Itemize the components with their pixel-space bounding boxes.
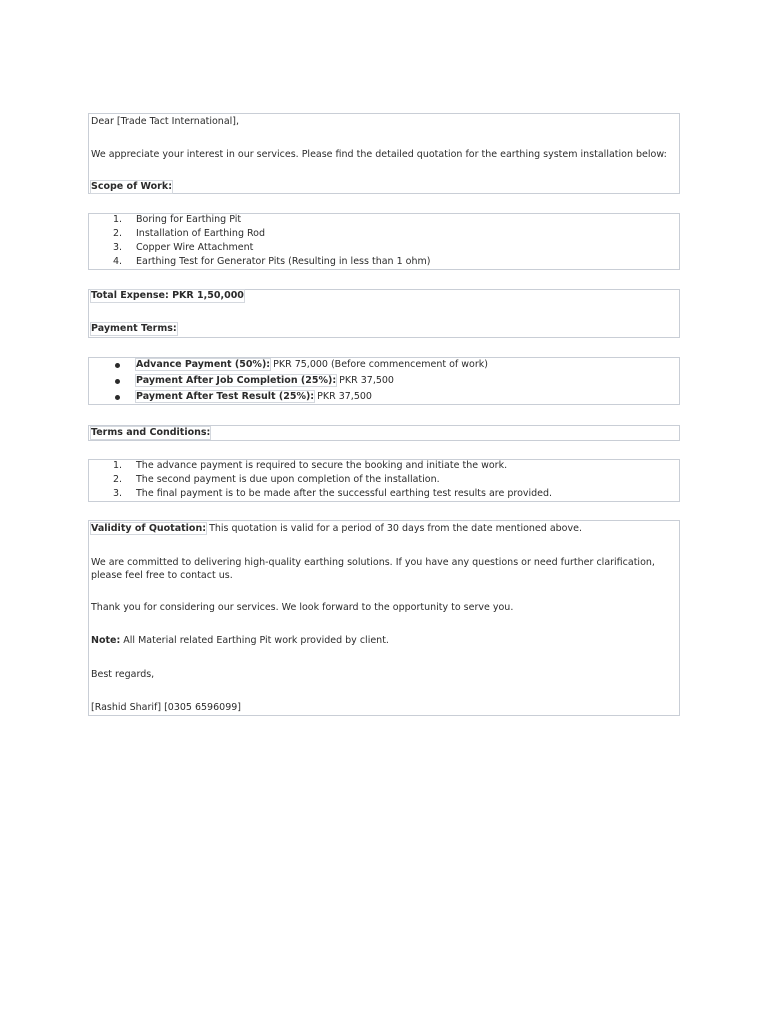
payment-heading: Payment Terms: — [91, 323, 177, 334]
thanks-paragraph: Thank you for considering our services. We look forward to the opportunity to serve you. — [91, 602, 514, 613]
scope-heading: Scope of Work: — [91, 181, 172, 192]
payment-value: PKR 37,500 — [339, 375, 394, 386]
intro-section — [88, 113, 680, 194]
payment-value: PKR 37,500 — [317, 391, 372, 402]
terms-heading-section — [88, 425, 680, 441]
greeting: Dear [Trade Tact International], — [91, 116, 240, 127]
terms-heading: Terms and Conditions: — [91, 427, 211, 438]
payment-label: Payment After Test Result (25%): — [136, 391, 315, 402]
validity — [91, 523, 582, 535]
validity-text: This quotation is valid for a period of 30 days from the date mentioned above. — [209, 523, 582, 534]
total-section — [88, 289, 680, 338]
item-number: 2. — [113, 228, 123, 239]
note-label: Note: — [91, 635, 121, 646]
item-number: 3. — [113, 488, 123, 499]
payment-label: Advance Payment (50%): — [136, 359, 271, 370]
closing-section — [88, 520, 680, 716]
total-expense: Total Expense: PKR 1,50,000 — [91, 290, 244, 301]
payment-value: PKR 75,000 (Before commencement of work) — [273, 359, 488, 370]
item-number: 1. — [113, 214, 123, 225]
payment-label: Payment After Job Completion (25%): — [136, 375, 337, 386]
item-text: The final payment is to be made after the successful earthing test results are provided. — [136, 488, 553, 499]
item-text: Boring for Earthing Pit — [136, 214, 242, 225]
commitment-paragraph: We are committed to delivering high-quality earthing solutions. If you have any questions or need further clarification, please feel free to contact us. — [91, 557, 655, 581]
bullet-icon — [115, 363, 120, 368]
closing-line: Best regards, — [91, 669, 155, 680]
item-number: 1. — [113, 460, 123, 471]
item-number: 4. — [113, 256, 123, 267]
signature: [Rashid Sharif] [0305 6596099] — [91, 702, 241, 713]
item-number: 2. — [113, 474, 123, 485]
bullet-icon — [115, 395, 120, 400]
terms-list — [88, 459, 680, 502]
note — [91, 635, 389, 647]
item-text: Copper Wire Attachment — [136, 242, 254, 253]
item-number: 3. — [113, 242, 123, 253]
item-text: Earthing Test for Generator Pits (Resulting in less than 1 ohm) — [136, 256, 431, 267]
intro-paragraph: We appreciate your interest in our services. Please find the detailed quotation for the earthing system installation below: — [91, 149, 667, 160]
bullet-icon — [115, 379, 120, 384]
item-text: The second payment is due upon completion of the installation. — [136, 474, 440, 485]
item-text: The advance payment is required to secure the booking and initiate the work. — [136, 460, 508, 471]
note-text: All Material related Earthing Pit work provided by client. — [123, 635, 389, 646]
payment-list — [88, 357, 680, 405]
item-text: Installation of Earthing Rod — [136, 228, 266, 239]
validity-label: Validity of Quotation: — [91, 523, 207, 534]
scope-list — [88, 213, 680, 270]
